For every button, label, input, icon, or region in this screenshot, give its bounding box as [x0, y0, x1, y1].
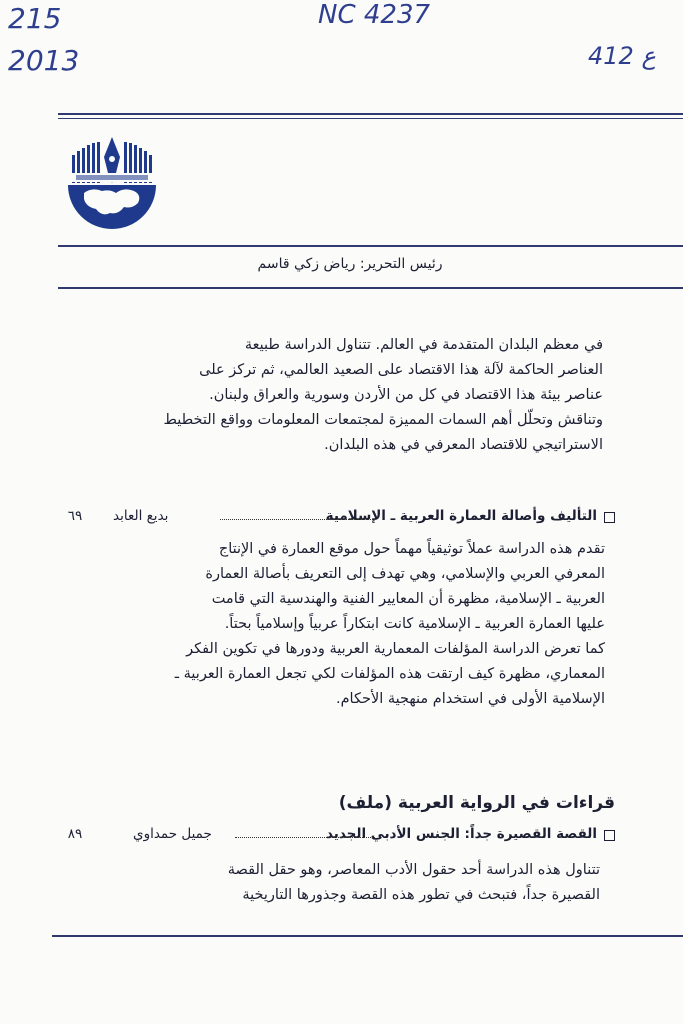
paragraph-line: وتناقش وتحلّل أهم السمات المميزة لمجتمعات المعلومات وواقع التخطيط: [163, 412, 603, 428]
section-heading: قراءات في الرواية العربية (ملف): [338, 793, 615, 813]
top-rule-1: [58, 113, 683, 115]
bottom-rule: [52, 935, 683, 937]
handwritten-note-top-left-2: 2013: [8, 44, 80, 77]
entry-description: [135, 537, 605, 712]
paragraph-line: العناصر الحاكمة لآلة هذا الاقتصاد على الصعيد العالمي، ثم تركز على: [199, 362, 603, 378]
toc-entry-title: القصة القصيرة جداً: الجنس الأدبي الجديد: [326, 826, 597, 842]
checkbox-bullet-icon: [604, 512, 615, 523]
toc-entry: [55, 508, 615, 530]
paragraph-line: الاستراتيجي للاقتصاد المعرفي في هذه البلدان.: [324, 437, 603, 453]
toc-entry: [55, 826, 615, 848]
paragraph-line: الإسلامية الأولى في استخدام منهجية الأحكام.: [335, 691, 605, 707]
editor-rule-bottom: [58, 287, 683, 289]
editor-rule-top: [58, 245, 683, 247]
toc-leader-dots: [220, 519, 375, 520]
toc-entry-page: ٨٩: [67, 826, 83, 842]
paragraph-line: القصيرة جداً، فتبحث في تطور هذه القصة وجذورها التاريخية: [242, 887, 600, 903]
handwritten-note-top-right: ع 412: [588, 42, 656, 70]
toc-entry-page: ٦٩: [67, 508, 83, 524]
paragraph-line: المعرفي العربي والإسلامي، وهي تهدف إلى التعريف بأصالة العمارة: [205, 566, 605, 582]
paragraph-line: المعماري، مظهرة كيف ارتقت هذه المؤلفات لكي تجعل العمارة العربية ـ: [174, 666, 605, 682]
toc-entry-author: جميل حمداوي: [133, 826, 212, 842]
paragraph-line: عناصر بيئة هذا الاقتصاد في كل من الأردن وسورية والعراق ولبنان.: [209, 387, 603, 403]
handwritten-note-top-left-1: 215: [8, 2, 62, 35]
paragraph-line: العربية ـ الإسلامية، مظهرة أن المعايير الفنية والهندسية التي قامت: [211, 591, 605, 607]
paragraph-line: كما تعرض الدراسة المؤلفات المعمارية العربية ودورها في تكوين الفكر: [186, 641, 605, 657]
toc-entry-title: التأليف وأصالة العمارة العربية ـ الإسلامية: [325, 508, 597, 524]
toc-entry-author: بديع العابد: [113, 508, 169, 524]
handwritten-catalog-number: NC 4237: [318, 0, 431, 30]
paragraph-line: في معظم البلدان المتقدمة في العالم. تتناول الدراسة طبيعة: [244, 337, 603, 353]
intro-paragraph: [138, 333, 603, 458]
top-rule-2: [58, 118, 683, 119]
editor-in-chief: رئيس التحرير: رياض زكي قاسم: [257, 256, 443, 272]
publisher-logo-icon: [62, 133, 162, 231]
paragraph-line: تقدم هذه الدراسة عملاً توثيقياً مهماً حول موقع العمارة في الإنتاج: [218, 541, 605, 557]
entry-description: [135, 858, 600, 908]
checkbox-bullet-icon: [604, 830, 615, 841]
toc-leader-dots: [235, 837, 375, 838]
paragraph-line: تتناول هذه الدراسة أحد حقول الأدب المعاصر، وهو حقل القصة: [227, 862, 600, 878]
paragraph-line: عليها العمارة العربية ـ الإسلامية كانت ابتكاراً عربياً وإسلامياً بحتاً.: [224, 616, 605, 632]
